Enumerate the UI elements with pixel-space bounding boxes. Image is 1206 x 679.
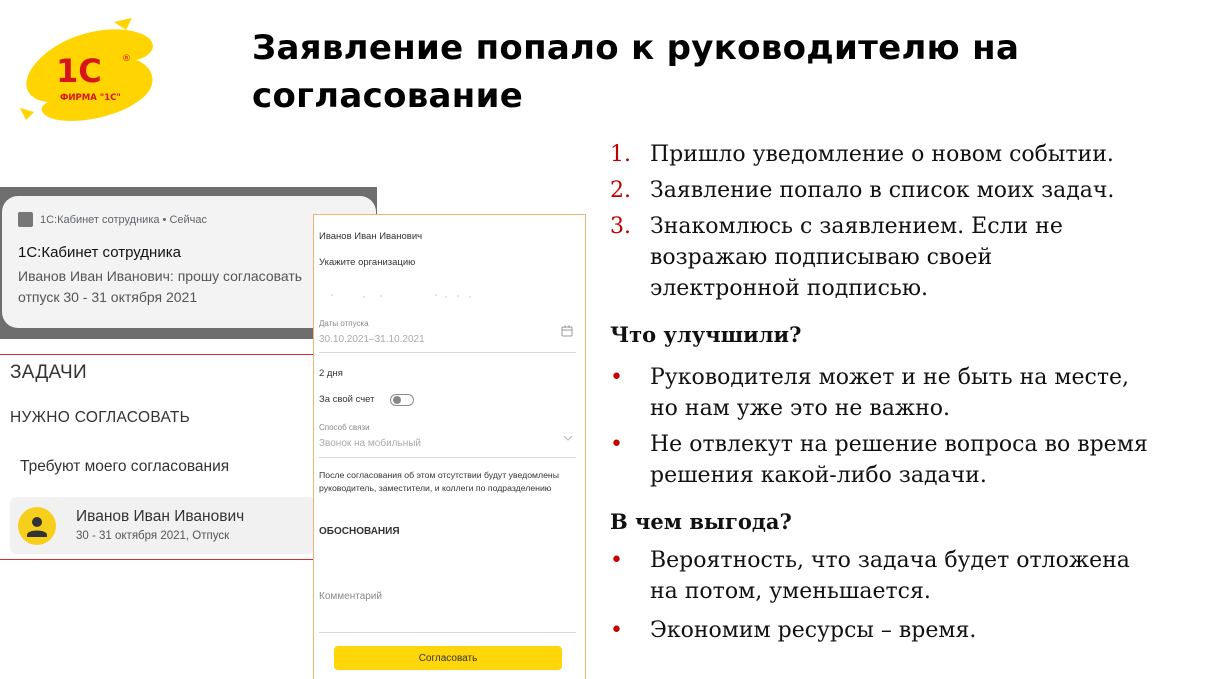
bullet-text: Руководителя может и не быть на месте, xyxy=(650,365,1130,390)
form-duration: 2 дня xyxy=(319,368,343,379)
step-text: Пришло уведомление о новом событии. xyxy=(650,142,1114,167)
step-1 xyxy=(610,139,1114,170)
notification-body-line-2: отпуск 30 - 31 октября 2021 xyxy=(18,289,198,305)
bullet-text: на потом, уменьшается. xyxy=(650,579,931,604)
form-dates-field[interactable]: 30.10.2021–31.10.2021 xyxy=(319,334,425,345)
bullet-marker: • xyxy=(610,365,623,390)
bullet-text: Экономим ресурсы – время. xyxy=(650,618,977,643)
chevron-down-icon[interactable] xyxy=(563,434,573,442)
step-number: 3. xyxy=(610,214,631,239)
notification-app-line: 1С:Кабинет сотрудника • Сейчас xyxy=(40,213,208,226)
bullet-marker: • xyxy=(610,618,623,643)
approve-button[interactable]: Согласовать xyxy=(334,646,562,670)
person-icon xyxy=(18,507,56,545)
task-item-meta: 30 - 31 октября 2021, Отпуск xyxy=(76,530,230,542)
calendar-icon[interactable] xyxy=(561,325,573,337)
task-item[interactable] xyxy=(10,497,315,554)
tasks-subheader: НУЖНО СОГЛАСОВАТЬ xyxy=(10,409,191,426)
step-text: электронной подписью. xyxy=(650,276,929,301)
org-placeholder-dots xyxy=(324,293,474,299)
bullet-text: но нам уже это не важно. xyxy=(650,396,951,421)
form-contact-label: Способ связи xyxy=(319,423,370,432)
comment-underline xyxy=(319,632,576,633)
improved-bullet-1 xyxy=(610,362,1129,424)
form-note: После согласования об этом отсутствии будут уведомлены руководитель, заместители, и коллеги по подразделению xyxy=(319,470,559,493)
bullet-text: Не отвлекут на решение вопроса во время xyxy=(650,432,1148,457)
step-2 xyxy=(610,175,1114,206)
tasks-header: ЗАДАЧИ xyxy=(10,362,87,383)
form-divider xyxy=(319,457,576,458)
step-text: возражаю подписываю своей xyxy=(650,245,993,270)
company-logo xyxy=(14,16,164,134)
tasks-divider-top xyxy=(0,354,315,355)
svg-text:1С: 1С xyxy=(56,52,102,90)
bullet-marker: • xyxy=(610,548,623,573)
form-org-label[interactable]: Укажите организацию xyxy=(319,257,416,268)
avatar xyxy=(18,507,56,545)
title-line-2: согласование xyxy=(252,76,524,116)
form-employee: Иванов Иван Иванович xyxy=(319,231,423,242)
tasks-divider-bottom xyxy=(0,559,315,560)
step-3 xyxy=(610,211,1063,304)
bullet-marker: • xyxy=(610,432,623,457)
improved-bullet-2 xyxy=(610,429,1148,491)
comment-field[interactable]: Комментарий xyxy=(319,591,382,602)
notification-body xyxy=(18,266,302,308)
notification-app-row xyxy=(18,212,207,227)
tasks-group-title: Требуют моего согласования xyxy=(20,458,230,475)
form-own-expense-label: За свой счет xyxy=(319,394,375,405)
form-reasons-header: ОБОСНОВАНИЯ xyxy=(319,526,400,537)
form-divider xyxy=(319,352,576,353)
benefit-heading: В чем выгода? xyxy=(610,509,792,534)
svg-text:®: ® xyxy=(122,54,131,64)
benefit-bullet-1 xyxy=(610,545,1130,607)
own-expense-toggle[interactable] xyxy=(390,394,414,406)
bullet-text: Вероятность, что задача будет отложена xyxy=(650,548,1130,573)
app-icon xyxy=(18,212,33,227)
benefit-bullet-2 xyxy=(610,615,976,646)
slide-title xyxy=(252,24,1152,120)
form-dates-label: Даты отпуска xyxy=(319,319,369,328)
title-line-1: Заявление попало к руководителю на xyxy=(252,28,1020,68)
task-item-name: Иванов Иван Иванович xyxy=(76,508,245,525)
logo-graphic xyxy=(14,16,164,134)
leave-request-form xyxy=(313,214,586,679)
step-number: 2. xyxy=(610,178,631,203)
notification-title: 1С:Кабинет сотрудника xyxy=(18,244,181,261)
step-number: 1. xyxy=(610,142,631,167)
svg-text:ФИРМА "1С": ФИРМА "1С" xyxy=(60,93,121,103)
step-text: Заявление попало в список моих задач. xyxy=(650,178,1115,203)
bullet-text: решения какой-либо задачи. xyxy=(650,463,987,488)
form-contact-select[interactable]: Звонок на мобильный xyxy=(319,438,421,449)
step-text: Знакомлюсь с заявлением. Если не xyxy=(650,214,1063,239)
improved-heading: Что улучшили? xyxy=(610,322,802,347)
notification-body-line-1: Иванов Иван Иванович: прошу согласовать xyxy=(18,268,303,284)
